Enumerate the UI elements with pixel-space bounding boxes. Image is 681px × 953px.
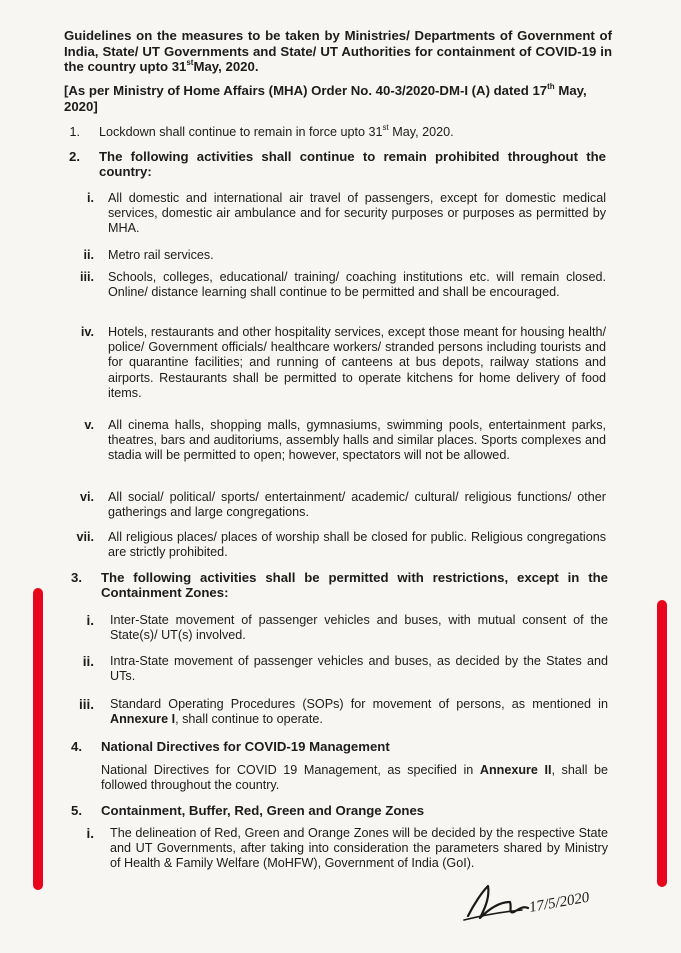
sop-text: Standard Operating Procedures (SOPs) for movement of persons, as mentioned in Annexure I, shall continue to operate. xyxy=(110,697,608,727)
document-page: Guidelines on the measures to be taken by Ministries/ Departments of Government of India, State/ UT Governments and State/ UT Authorities for containment of COVID-19 in the country upto 31stMay, 2020. [As per Ministry of Home Affairs (MHA) Order No. 40-3/2020-DM-I (A) dated 17th May, 2020] 1. Lockdown shall continue to remain in force upto 31st May, 2020. 2. The following activities shall continue to remain prohibited throughout the country: i. All domestic and international air travel of passengers, except for domestic medical services, domestic air ambulance and for security purposes or purposes as permitted by MHA. ii. Metro rail services. iii. Schools, colleges, educational/ training/ coaching institutions etc. will remain closed. Online/ distance learning shall continue to be permitted and shall be encouraged. iv. Hotels, restaurants and other hospitality services, except those meant for housing health/ police/ Government officials/ healthcare workers/ stranded persons including tourists and for quarantine facilities; and running of canteens at bus depots, railway stations and airports. Restaurants shall be permitted to operate kitchens for home delivery of food items. v. All cinema halls, shopping malls, gymnasiums, swimming pools, entertainment parks, theatres, bars and auditoriums, assembly halls and similar places. Sports complexes and stadia will be permitted to open; however, spectators will not be allowed. vi. All social/ political/ sports/ entertainment/ academic/ cultural/ religious functions/ other gatherings and large congregations. vii. All religious places/ places of worship shall be closed for public. Religious congregations are strictly prohibited. 3. The following activities shall be permitted with restrictions, except in the Containment Zones: i. Inter-State movement of passenger vehicles and buses, with mutual consent of the State(s)/ UT(s) involved. ii. Intra-State movement of passenger vehicles and buses, as decided by the States and UTs. iii. Standard Operating Procedures (SOPs) for movement of persons, as mentioned in Annexure I, shall continue to operate. 4. National Directives for COVID-19 Management National Directives for COVID 19 Management, as specified in Annexure II, shall be followed throughout the country. 5. Containment, Buffer, Red, Green and Orange Zones i. The delineation of Red, Green and Orange Zones will be decided by the respective State and UT Governments, after taking into consideration the parameters shared by Ministry of Health & Family Welfare (MoHFW), Government of India (GoI). 17/5/2020 xyxy=(0,0,681,953)
red-marker-right xyxy=(657,600,667,887)
red-marker-left xyxy=(33,588,43,890)
item-1-text: Lockdown shall continue to remain in force upto 31st May, 2020. xyxy=(99,122,454,139)
mha-order-reference: [As per Ministry of Home Affairs (MHA) Order No. 40-3/2020-DM-I (A) dated 17th May, 2020] xyxy=(64,81,587,114)
signature-date: 17/5/2020 xyxy=(527,889,591,916)
document-title: Guidelines on the measures to be taken by Ministries/ Departments of Government of India, State/ UT Governments and State/ UT Authorities for containment of COVID-19 in the country upto 31stMay, 2020. xyxy=(64,28,612,74)
handwritten-signature xyxy=(460,876,620,932)
